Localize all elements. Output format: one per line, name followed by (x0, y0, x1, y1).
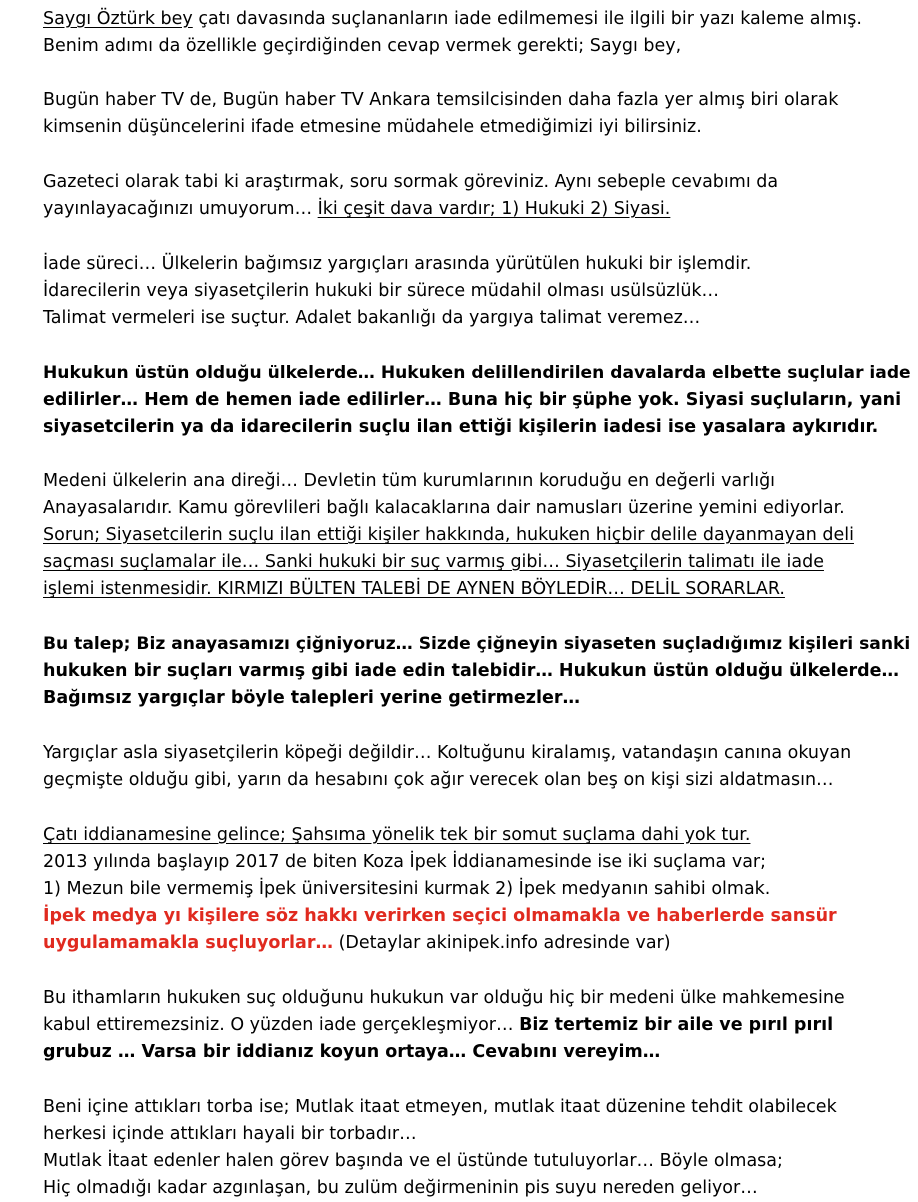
text-line: Medeni ülkelerin ana direği… Devletin tüm kurumlarının koruduğu en değerli varlığı (43, 471, 776, 491)
paragraph-bu-talep (43, 631, 911, 712)
underlined-line: Sorun; Siyasetcilerin suçlu ilan ettiği kişiler hakkında, hukuken hiçbir delile dayanmayan deli (43, 525, 854, 545)
underlined-line: Çatı iddianamesine gelince; Şahsıma yönelik tek bir somut suçlama dahi yok tur. (43, 825, 751, 845)
paragraph-medeni-ulkeler (43, 468, 911, 603)
text-line: Beni içine attıkları torba ise; Mutlak itaat etmeyen, mutlak itaat düzenine tehdit olabilecek (43, 1097, 837, 1117)
paragraph-intro (43, 6, 911, 60)
underlined-line: işlemi istenmesidir. KIRMIZI BÜLTEN TALEBİ DE AYNEN BÖYLEDİR… DELİL SORARLAR. (43, 579, 785, 599)
underlined-statement: İki çeşit dava vardır; 1) Hukuki 2) Siyasi. (317, 199, 671, 219)
text-line: kimsenin düşüncelerini ifade etmesine müdahele etmediğimizi iyi bilirsiniz. (43, 117, 702, 137)
intro-line-2: Benim adımı da özellikle geçirdiğinden cevap vermek gerekti; Saygı bey, (43, 36, 682, 56)
bold-line: siyasetcilerin ya da idarecilerin suçlu ilan ettiği kişilerin iadesi ise yasalara aykırıdır. (43, 417, 879, 437)
text-line: herkesi içinde attıkları hayali bir torbadır… (43, 1124, 417, 1144)
paragraph-gazeteci (43, 169, 911, 223)
document-page (43, 6, 911, 1202)
paragraph-ithamlar (43, 985, 911, 1066)
text-line: Yargıçlar asla siyasetçilerin köpeği değildir… Koltuğunu kiralamış, vatandaşın canına okuyan (43, 743, 852, 763)
paragraph-hukukun-ustunlugu (43, 360, 911, 441)
text-line (43, 196, 911, 223)
intro-line-1-text: çatı davasında suçlananların iade edilmemesi ile ilgili bir yazı kaleme almış. (192, 9, 862, 29)
bold-line: Bağımsız yargıçlar böyle talepleri yerine getirmezler… (43, 688, 580, 708)
paragraph-torba (43, 1094, 911, 1202)
text-line: İade süreci… Ülkelerin bağımsız yargıçları arasında yürütülen hukuki bir işlemdir. (43, 254, 752, 274)
text-segment: kabul ettiremezsiniz. O yüzden iade gerçekleşmiyor… (43, 1015, 520, 1035)
highlighted-segment: uygulamamakla suçluyorlar… (43, 933, 333, 953)
bold-line: grubuz … Varsa bir iddianız koyun ortaya… Cevabını vereyim… (43, 1042, 661, 1062)
intro-line-1 (43, 6, 911, 33)
text-line (43, 1012, 911, 1039)
text-line: Talimat vermeleri ise suçtur. Adalet bakanlığı da yargıya talimat veremez… (43, 308, 701, 328)
text-line: İdarecilerin veya siyasetçilerin hukuki bir sürece müdahil olması usülsüzlük… (43, 281, 720, 301)
text-line: Anayasalarıdır. Kamu görevlileri bağlı kalacaklarına dair namusları üzerine yemini ediyorlar. (43, 498, 845, 518)
paragraph-yargiclar (43, 740, 911, 794)
text-line: Hiç olmadığı kadar azgınlaşan, bu zulüm değirmeninin pis suyu nereden geliyor… (43, 1178, 758, 1198)
bold-line: hukuken bir suçları varmış gibi iade edin talebidir… Hukukun üstün olduğu ülkelerde… (43, 661, 899, 681)
text-line (43, 930, 911, 957)
underlined-line: saçması suçlamalar ile… Sanki hukuki bir suç varmış gibi… Siyasetçilerin talimatı ile iade (43, 552, 824, 572)
text-line: Bu ithamların hukuken suç olduğunu hukukun var olduğu hiç bir medeni ülke mahkemesine (43, 988, 845, 1008)
text-line: geçmişte olduğu gibi, yarın da hesabını çok ağır verecek olan beş on kişi sizi aldatmasın… (43, 770, 834, 790)
text-line: Mutlak İtaat edenler halen görev başında ve el üstünde tutuluyorlar… Böyle olmasa; (43, 1151, 783, 1171)
text-line: 2013 yılında başlayıp 2017 de biten Koza İpek İddianamesinde ise iki suçlama var; (43, 852, 767, 872)
paragraph-iade-sureci (43, 251, 911, 332)
text-line: Bugün haber TV de, Bugün haber TV Ankara temsilcisinden daha fazla yer almış biri olarak (43, 90, 839, 110)
bold-line: edilirler… Hem de hemen iade edilirler… Buna hiç bir şüphe yok. Siyasi suçluların, yani (43, 390, 902, 410)
paragraph-cati-iddianamesi (43, 822, 911, 957)
details-note: (Detaylar akinipek.info adresinde var) (333, 933, 671, 953)
text-segment: yayınlayacağınızı umuyorum… (43, 199, 318, 219)
highlighted-line: İpek medya yı kişilere söz hakkı verirken seçici olmamakla ve haberlerde sansür (43, 906, 837, 926)
bold-line: Bu talep; Biz anayasamızı çiğniyoruz… Sizde çiğneyin siyaseten suçladığımız kişileri sanki (43, 634, 911, 654)
paragraph-bugun-haber (43, 87, 911, 141)
bold-line: Hukukun üstün olduğu ülkelerde… Hukuken delillendirilen davalarda elbette suçlular iade (43, 363, 911, 383)
text-line: 1) Mezun bile vermemiş İpek üniversitesini kurmak 2) İpek medyanın sahibi olmak. (43, 879, 771, 899)
bold-segment: Biz tertemiz bir aile ve pırıl pırıl (519, 1015, 834, 1035)
addressee-name: Saygı Öztürk bey (43, 9, 193, 29)
text-line: Gazeteci olarak tabi ki araştırmak, soru sormak göreviniz. Aynı sebeple cevabımı da (43, 172, 779, 192)
